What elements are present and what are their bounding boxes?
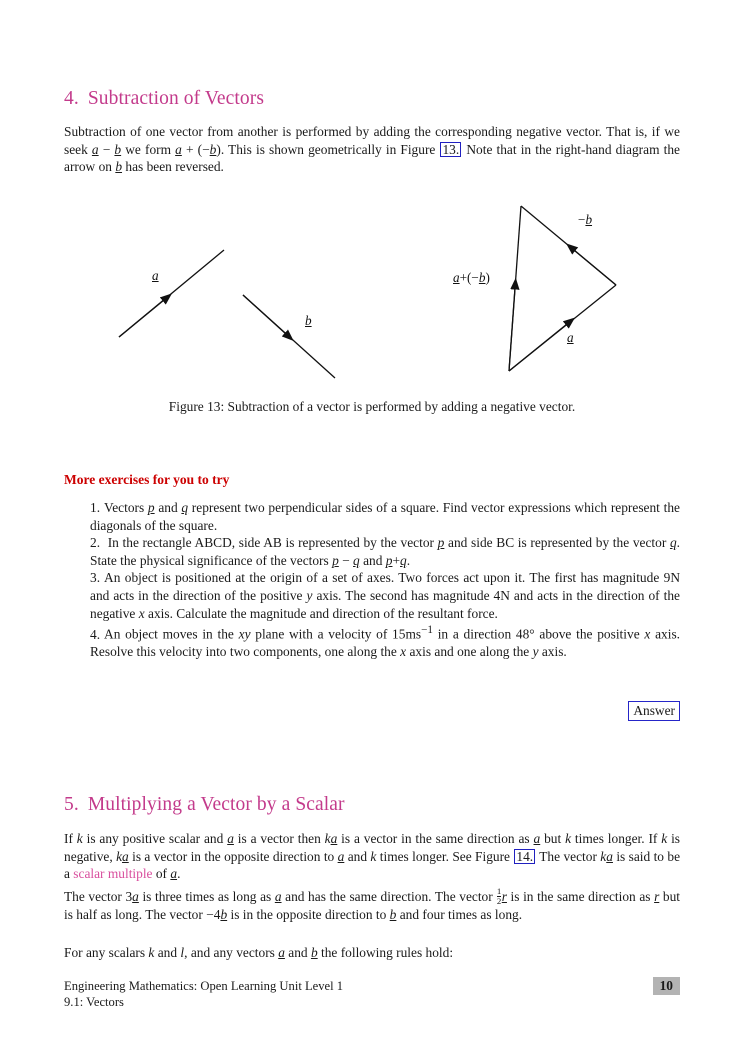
para-text: is three times as long as xyxy=(138,889,275,905)
plus-sign: + (− xyxy=(181,141,210,157)
para-text: Subtraction of one vector from another is performed by adding the corresponding negative vector. That is, if we seek xyxy=(64,124,680,157)
vector-b: b xyxy=(114,141,122,157)
fraction-denominator: 2 xyxy=(496,895,502,906)
vector-a: a xyxy=(330,831,338,846)
exercises-list xyxy=(90,499,680,661)
scalar-k: k xyxy=(661,831,668,846)
page-footer xyxy=(64,978,680,1010)
exercise-text: axis. Calculate the magnitude and direction of the resultant force. xyxy=(144,605,498,621)
scalar-k: k xyxy=(565,831,572,846)
para-text: If xyxy=(64,831,77,846)
exercise-item-2 xyxy=(90,534,680,569)
section-5-number: 5. xyxy=(64,794,79,815)
exercise-text: axis. The second has magnitude 4N and acts in the direction of the negative xyxy=(90,587,680,621)
vector-q: q xyxy=(181,500,189,515)
vector-a: a xyxy=(91,141,99,157)
vector-a: a xyxy=(278,945,285,960)
section-4-paragraph xyxy=(64,123,680,176)
exercise-text: . State the physical significance of the vectors xyxy=(90,535,681,568)
axis-y: y xyxy=(306,587,313,603)
more-exercises-heading: More exercises for you to try xyxy=(64,472,230,487)
exercise-text: and side BC is represented by the vector xyxy=(444,535,670,551)
vector-q: q xyxy=(400,552,407,568)
vector-r: r xyxy=(501,889,507,905)
exercise-text: Vectors xyxy=(104,500,148,515)
scalar-k: k xyxy=(148,945,155,960)
section-4-title: Subtraction of Vectors xyxy=(87,88,265,109)
vector-a: a xyxy=(274,889,282,905)
figure-13-diagram xyxy=(64,190,680,430)
exercise-label: 3. xyxy=(90,570,101,586)
exponent: −1 xyxy=(421,624,433,637)
exercise-text: − xyxy=(338,552,354,568)
figure-13-reference-link[interactable]: 13. xyxy=(442,141,460,157)
para-text: and xyxy=(344,848,371,864)
exercise-text: An object moves in the xyxy=(104,626,239,642)
vector-a: a xyxy=(533,831,541,846)
axis-y: y xyxy=(532,644,539,660)
exercise-text: represent two perpendicular sides of a square. Find vector expressions which represent the diagonals of the square. xyxy=(90,500,680,533)
vector-a: a xyxy=(227,831,234,846)
vector-p: p xyxy=(147,500,155,515)
axis-x: x xyxy=(644,626,651,642)
answer-link-row xyxy=(64,701,680,721)
vector-b: b xyxy=(310,945,318,960)
vector-b: b xyxy=(115,159,123,175)
page-number-badge: 10 xyxy=(653,977,680,995)
vector-a: a xyxy=(132,889,139,905)
footer-line-2: 9.1: Vectors xyxy=(64,995,124,1009)
para-text: is a vector in the same direction as xyxy=(337,831,534,846)
para-text: is said to be a xyxy=(64,848,681,882)
right-diagram-triangle xyxy=(509,206,616,371)
figure-label-left-b: b xyxy=(305,313,312,328)
exercise-text: plane with a velocity of 15ms xyxy=(250,626,422,642)
answer-button[interactable]: Answer xyxy=(628,701,680,721)
vector-p: p xyxy=(437,535,445,551)
para-text: and four times as long. xyxy=(396,906,523,922)
para-text: For any scalars xyxy=(64,945,149,960)
vector-p: p xyxy=(385,552,393,568)
figure-label-resultant: a+(−b) xyxy=(453,270,490,285)
para-text: and xyxy=(154,945,181,960)
exercise-label: 2. xyxy=(90,535,101,551)
exercise-text: . xyxy=(406,552,411,568)
vector-a: a xyxy=(606,848,613,864)
scalar-k: k xyxy=(370,848,377,864)
exercise-text: in a direction 48° above the positive xyxy=(432,626,645,642)
para-text: times longer. See Figure xyxy=(376,848,514,864)
axis-x: x xyxy=(400,644,407,660)
para-text: . xyxy=(177,866,181,882)
vector-b: b xyxy=(220,906,228,922)
para-text: and xyxy=(284,945,311,960)
exercise-item-3 xyxy=(90,569,680,622)
para-text: but is half as long. The vector −4 xyxy=(64,889,681,922)
para-text: we form xyxy=(121,141,176,157)
exercise-label: 1. xyxy=(90,500,101,515)
para-text: is in the opposite direction to xyxy=(227,906,390,922)
exercise-text: In the rectangle ABCD, side AB is represented by the vector xyxy=(107,535,438,551)
para-text: is negative, xyxy=(64,831,681,864)
section-5-title: Multiplying a Vector by a Scalar xyxy=(87,794,345,815)
scalar-l: l xyxy=(180,945,185,960)
vector-p: p xyxy=(332,552,339,568)
vector-a: a xyxy=(170,866,178,882)
section-5-paragraph-3 xyxy=(64,944,680,962)
section-5-paragraph-2 xyxy=(64,887,680,923)
para-text: times longer. If xyxy=(571,831,662,846)
footer-line-1: Engineering Mathematics: Open Learning Unit Level 1 xyxy=(64,979,344,993)
scalar-k: k xyxy=(76,831,83,846)
exercise-text: and xyxy=(359,552,386,568)
para-text: of xyxy=(152,866,171,882)
para-text: , and any vectors xyxy=(184,945,279,960)
para-text: The vector 3 xyxy=(64,889,133,905)
section-5-paragraph-1 xyxy=(64,830,680,883)
exercise-label: 4. xyxy=(90,626,101,642)
vector-a: a xyxy=(122,848,129,864)
vector-a: a xyxy=(337,848,345,864)
para-text: has been reversed. xyxy=(122,159,224,175)
vector-b: b xyxy=(389,906,397,922)
axis-x: x xyxy=(138,605,145,621)
para-text: ). This is shown geometrically in Figure xyxy=(216,141,440,157)
glossary-link-scalar-multiple[interactable]: scalar multiple xyxy=(73,866,153,882)
vector-q: q xyxy=(353,552,360,568)
exercise-item-4 xyxy=(90,622,680,661)
figure-label-left-a: a xyxy=(152,268,159,283)
para-text: is in the same direction as xyxy=(506,889,655,905)
section-4-heading xyxy=(64,88,680,109)
para-text: is any positive scalar and xyxy=(82,831,228,846)
exercise-text: + xyxy=(392,552,401,568)
para-text: Note that in the right-hand diagram the arrow on xyxy=(64,141,680,175)
scalar-k: k xyxy=(116,848,123,864)
fraction-numerator: 1 xyxy=(496,886,502,896)
exercise-text: axis and one along the xyxy=(406,644,533,660)
para-text: The vector xyxy=(536,848,601,864)
minus-sign: − xyxy=(98,141,115,157)
para-text: the following rules hold: xyxy=(317,945,454,960)
section-5-heading xyxy=(64,794,680,815)
para-text: is a vector in the opposite direction to xyxy=(128,848,338,864)
left-diagram-vector-b xyxy=(243,295,335,378)
vector-a: a xyxy=(175,141,182,157)
scalar-k: k xyxy=(600,848,607,864)
para-text: and has the same direction. The vector xyxy=(281,889,497,905)
figure-label-negative-b: −b xyxy=(578,212,593,227)
exercise-text: axis. Resolve this velocity into two components, one along the xyxy=(90,626,681,660)
vector-r: r xyxy=(654,889,660,905)
exercise-text: axis. xyxy=(538,644,567,660)
vector-b: b xyxy=(209,141,217,157)
plane-xy: xy xyxy=(238,626,251,642)
fraction-one-half xyxy=(497,887,501,906)
figure-label-triangle-a: a xyxy=(567,330,574,345)
exercise-text: An object is positioned at the origin of a set of axes. Two forces act upon it. The first has magnitude 9N and acts in the direction of the positive xyxy=(90,570,680,603)
vector-q: q xyxy=(669,535,677,551)
exercise-text: and xyxy=(154,500,182,515)
figure-14-reference-link[interactable]: 14. xyxy=(516,848,534,864)
para-text: but xyxy=(540,831,566,846)
section-4-number: 4. xyxy=(64,88,79,109)
left-diagram-vector-a xyxy=(119,250,224,337)
para-text: is a vector then xyxy=(233,831,325,846)
figure-13-caption: Figure 13: Subtraction of a vector is performed by adding a negative vector. xyxy=(168,399,576,414)
scalar-k: k xyxy=(324,831,331,846)
exercise-item-1 xyxy=(90,499,680,534)
